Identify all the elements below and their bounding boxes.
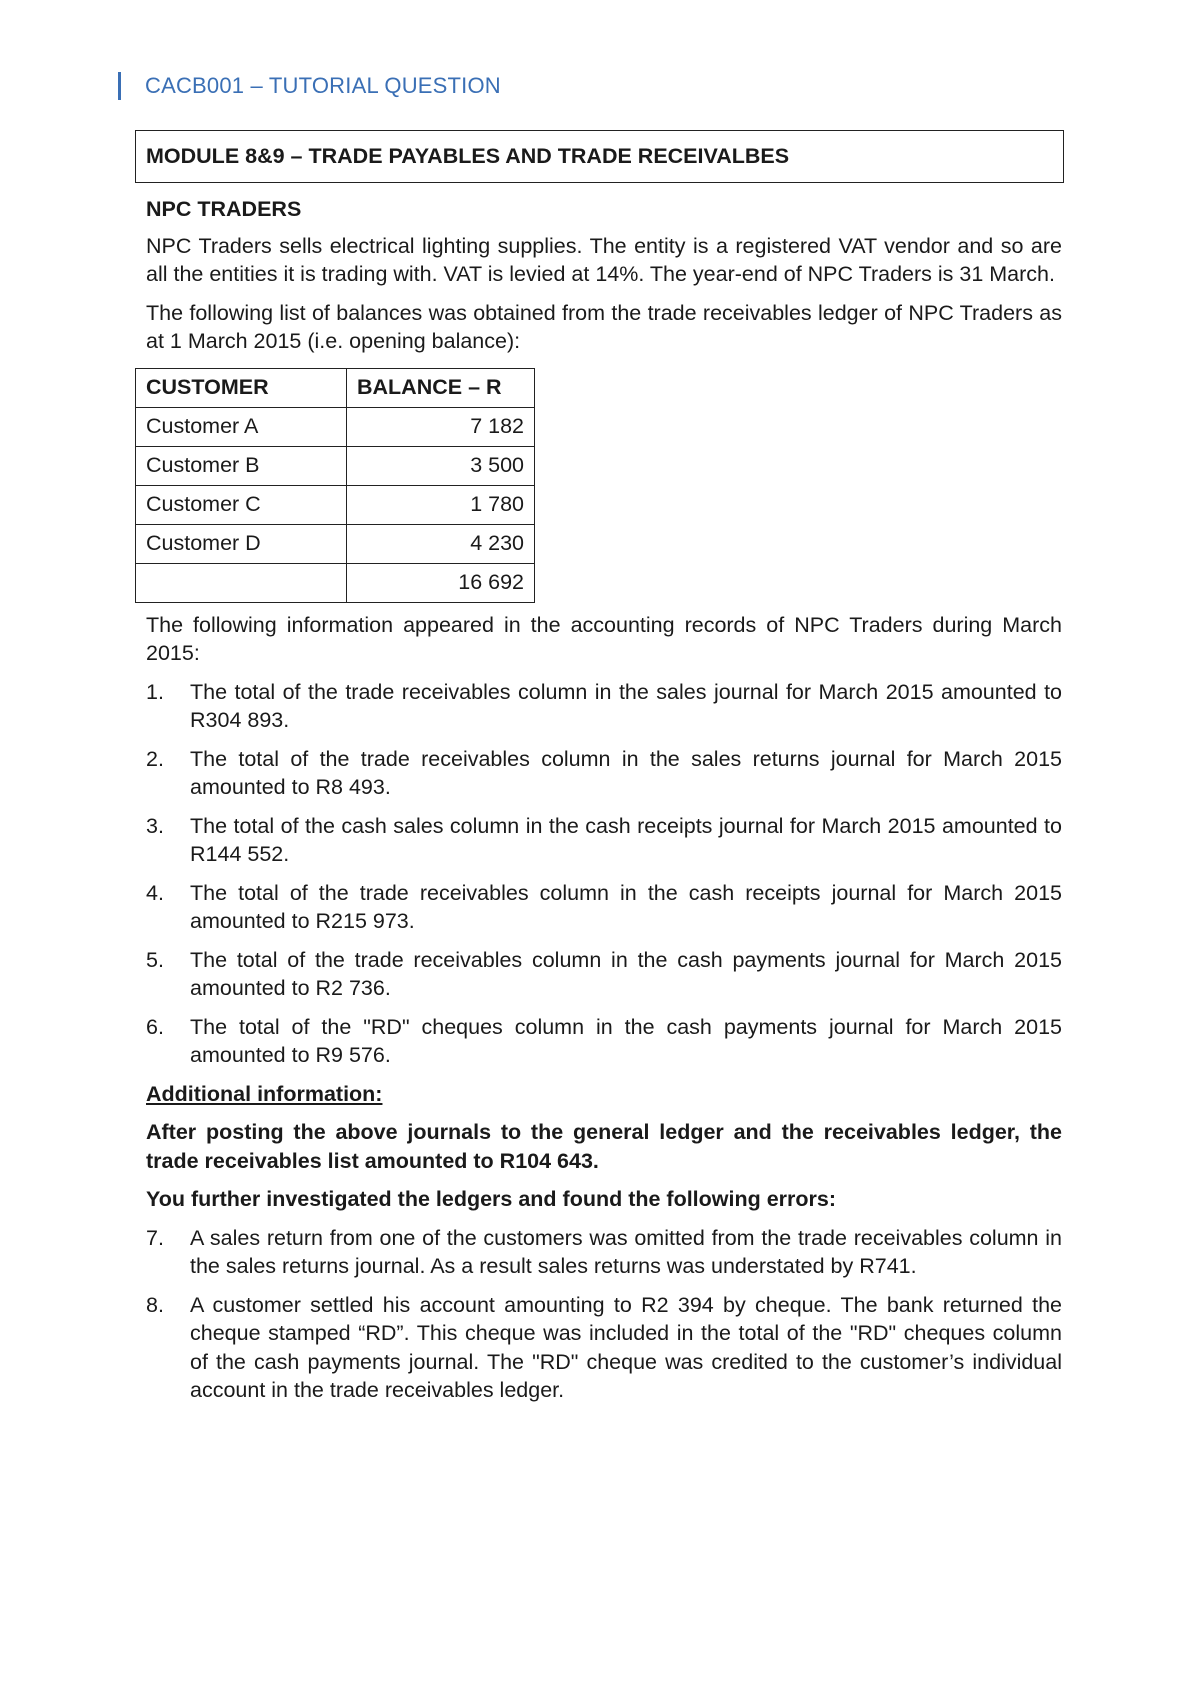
table-total-cell: 16 692 (347, 563, 535, 602)
list-item-number: 2. (146, 746, 164, 771)
table-row (136, 407, 535, 446)
information-list (146, 678, 1062, 1070)
document-body (146, 130, 1062, 1405)
list-item (146, 812, 1062, 869)
list-item (146, 1224, 1062, 1281)
table-row (136, 446, 535, 485)
additional-info-heading: Additional information: (146, 1081, 383, 1106)
list-item (146, 879, 1062, 936)
list-item-text: The total of the "RD" cheques column in the cash payments journal for March 2015 amounted to R9 576. (190, 1014, 1062, 1067)
header-accent-bar (118, 72, 121, 100)
list-item-number: 3. (146, 813, 164, 838)
list-item-text: The total of the trade receivables column in the cash receipts journal for March 2015 amounted to R215 973. (190, 880, 1062, 933)
additional-info-text: After posting the above journals to the general ledger and the receivables ledger, the trade receivables list amounted to R104 643. (146, 1120, 1062, 1173)
module-title-box (135, 130, 1064, 183)
table-cell: 4 230 (347, 524, 535, 563)
table-row (136, 485, 535, 524)
table-cell (136, 563, 347, 602)
list-item-number: 1. (146, 679, 164, 704)
list-item-text: A customer settled his account amounting to R2 394 by cheque. The bank returned the cheque stamped “RD”. This cheque was included in the total of the "RD" cheques column of the cash payments journal. The "RD" cheque was credited to the customer’s individual account in the trade receivables ledger. (190, 1292, 1062, 1402)
table-cell: 3 500 (347, 446, 535, 485)
list-item (146, 745, 1062, 802)
list-item (146, 678, 1062, 735)
module-title: MODULE 8&9 – TRADE PAYABLES AND TRADE RECEIVALBES (146, 144, 790, 169)
list-item (146, 1013, 1062, 1070)
table-header-cell: BALANCE – R (347, 368, 535, 407)
investigation-text: You further investigated the ledgers and found the following errors: (146, 1187, 837, 1211)
list-item-number: 6. (146, 1014, 164, 1039)
table-cell: Customer B (136, 446, 347, 485)
table-cell: 1 780 (347, 485, 535, 524)
list-item-number: 7. (146, 1225, 164, 1250)
list-item-number: 8. (146, 1292, 164, 1317)
list-item-text: The total of the trade receivables column in the sales returns journal for March 2015 amounted to R8 493. (190, 746, 1062, 799)
list-item-text: A sales return from one of the customers was omitted from the trade receivables column in the sales returns journal. As a result sales returns was understated by R741. (190, 1225, 1062, 1278)
intro-paragraph: NPC Traders sells electrical lighting supplies. The entity is a registered VAT vendor and so are all the entities it is trading with. VAT is levied at 14%. The year-end of NPC Traders is 31 March. (146, 233, 1062, 286)
header-title: CACB001 – TUTORIAL QUESTION (145, 73, 501, 98)
list-item-text: The total of the trade receivables column in the sales journal for March 2015 amounted to R304 893. (190, 679, 1062, 732)
table-header-row (136, 368, 535, 407)
balances-intro-paragraph: The following list of balances was obtained from the trade receivables ledger of NPC Traders as at 1 March 2015 (i.e. opening balance): (146, 300, 1062, 353)
records-intro-paragraph: The following information appeared in the accounting records of NPC Traders during March 2015: (146, 612, 1062, 665)
balances-table (135, 368, 535, 603)
list-item-number: 4. (146, 880, 164, 905)
list-item (146, 1291, 1062, 1405)
list-item-number: 5. (146, 947, 164, 972)
list-item-text: The total of the cash sales column in the cash receipts journal for March 2015 amounted to R144 552. (190, 813, 1062, 866)
table-cell: Customer A (136, 407, 347, 446)
list-item-text: The total of the trade receivables column in the cash payments journal for March 2015 amounted to R2 736. (190, 947, 1062, 1000)
list-item (146, 946, 1062, 1003)
page-header (118, 70, 501, 102)
table-cell: Customer C (136, 485, 347, 524)
errors-list (146, 1224, 1062, 1405)
table-row (136, 524, 535, 563)
table-header-cell: CUSTOMER (136, 368, 347, 407)
table-cell: 7 182 (347, 407, 535, 446)
table-total-row (136, 563, 535, 602)
table-cell: Customer D (136, 524, 347, 563)
section-title: NPC TRADERS (146, 197, 302, 221)
